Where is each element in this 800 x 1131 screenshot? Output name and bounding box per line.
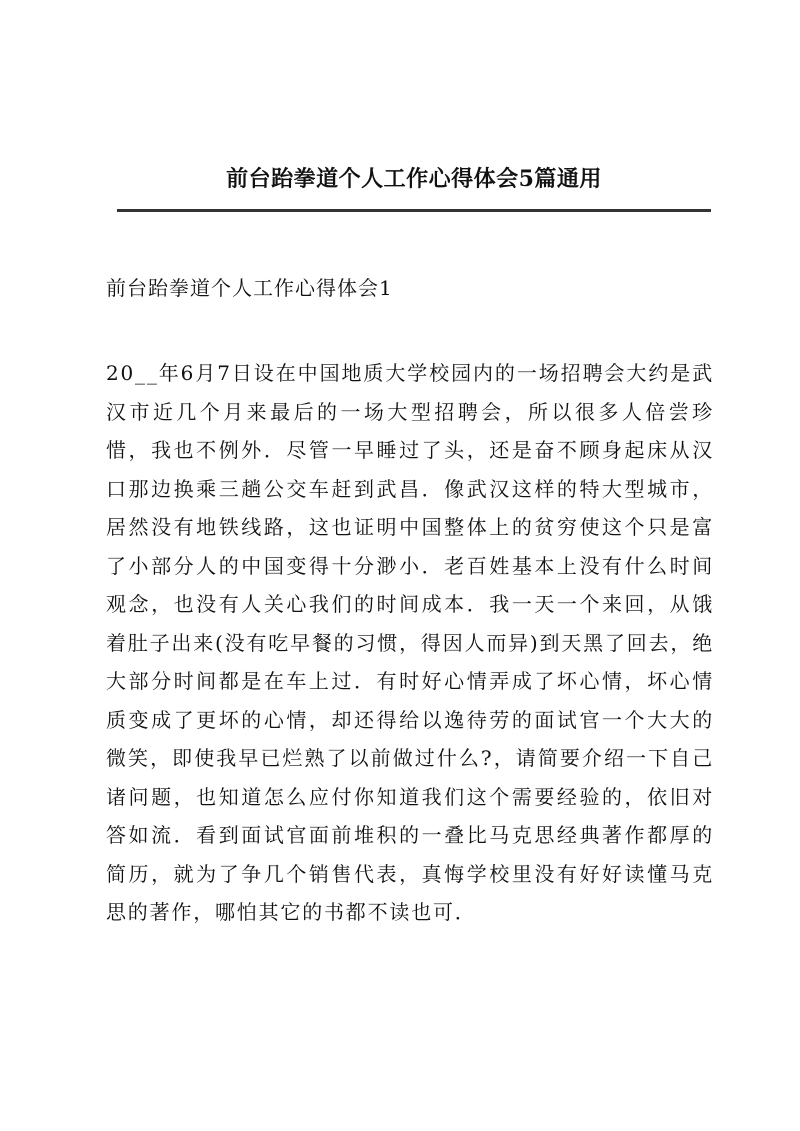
- document-title: 前台跆拳道个人工作心得体会5篇通用: [226, 166, 602, 192]
- body-paragraph: 20__年6月7日设在中国地质大学校园内的一场招聘会大约是武汉市近几个月来最后的一场大型招聘会，所以很多人倍尝珍惜，我也不例外．尽管一早睡过了头，还是奋不顾身起床从汉口那边换乘三趟公交车赶到武昌．像武汉这样的特大型城市，居然没有地铁线路，这也证明中国整体上的贫穷使这个只是富了小部分人的中国变得十分渺小．老百姓基本上没有什么时间观念，也没有人关心我们的时间成本．我一天一个来回，从饿着肚子出来(没有吃早餐的习惯，得因人而异)到天黑了回去，绝大部分时间都是在车上过．有时好心情弄成了坏心情，坏心情质变成了更坏的心情，却还得给以逸待劳的面试官一个大大的微笑，即使我早已烂熟了以前做过什么?，请简要介绍一下自己诸问题，也知道怎么应付你知道我们这个需要经验的，依旧对答如流．看到面试官面前堆积的一叠比马克思经典著作都厚的简历，就为了争几个销售代表，真悔学校里没有好好读懂马克思的著作，哪怕其它的书都不读也可．: [106, 361, 714, 924]
- title-divider: [117, 209, 711, 212]
- section-heading: 前台跆拳道个人工作心得体会1: [106, 276, 393, 300]
